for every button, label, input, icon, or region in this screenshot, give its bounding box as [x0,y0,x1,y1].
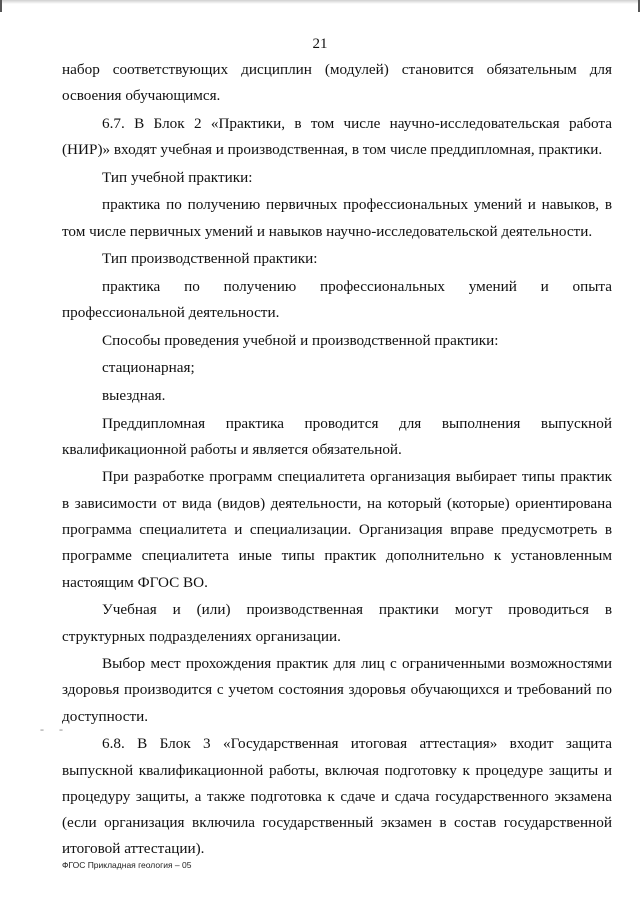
paragraph: стационарная; [102,359,195,377]
paragraph: практика по получению профессиональных умений и опыта профессиональной деятельности. [62,277,612,322]
page-number: 21 [312,36,328,52]
document-body [62,57,612,864]
paragraph: 6.8. В Блок 3 «Государственная итоговая аттестация» входит защита выпускной квалификационной работы, включая подготовку к процедуре защиты и процедуру защиты, а также подготовка к сдаче и сдача государственного экзамена (если организация включила государственный экзамен в состав государственной итоговой аттестации). [62,735,612,858]
paragraph: Учебная и (или) производственная практики могут проводиться в структурных подразделениях организации. [62,601,612,645]
paragraph: Преддипломная практика проводится для выполнения выпускной квалификационной работы и является обязательной. [62,414,612,458]
paragraph: Тип учебной практики: [102,168,253,186]
paragraph: Тип производственной практики: [102,250,318,268]
paragraph: 6.7. В Блок 2 «Практики, в том числе научно-исследовательская работа (НИР)» входят учебная и производственная, в том числе преддипломная, практики. [62,114,612,159]
page-footer: ФГОС Прикладная геология – 05 [62,860,192,870]
scan-edge-mark [0,0,2,12]
paragraph: При разработке программ специалитета организация выбирает типы практик в зависимости от вида (видов) деятельности, на который (которые) ориентирована программа специалитета и специализации. Организация вправе предусмотреть в программе специалитета иные типы практик дополнительно к установленным настоящим ФГОС ВО. [62,468,612,591]
paragraph: практика по получению первичных профессиональных умений и навыков, в том числе первичных умений и навыков научно-исследовательской деятельности. [62,196,612,240]
paragraph: набор соответствующих дисциплин (модулей) становится обязательным для освоения обучающимся. [62,61,612,105]
paragraph: Способы проведения учебной и производственной практики: [102,331,499,349]
paragraph: Выбор мест прохождения практик для лиц с ограниченными возможностями здоровья производится с учетом состояния здоровья обучающихся и требований по доступности. [62,655,612,725]
margin-mark: - - [40,722,69,736]
scan-top-edge [0,0,640,4]
paragraph: выездная. [102,386,166,404]
